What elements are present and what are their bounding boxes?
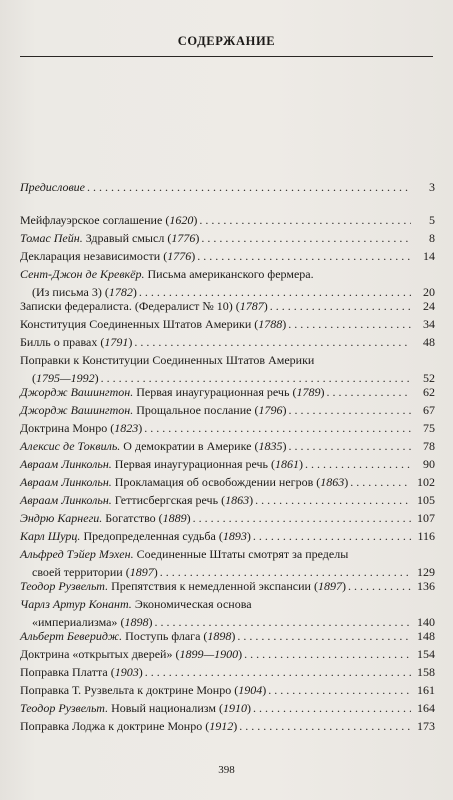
entry-year: 1835 [258, 439, 283, 453]
entry-title: Поправка Платта [20, 665, 108, 679]
entry-year: 1791 [104, 335, 129, 349]
entry-continuation: «империализма» (1898) [32, 615, 153, 629]
entry-text [20, 178, 85, 196]
toc-entry [20, 265, 435, 301]
entry-year: 1889 [162, 511, 187, 525]
entry-text: Альберт Беверидж. Поступь флага (1898) [20, 629, 236, 643]
entry-first-line [20, 545, 435, 563]
entry-year: 1788 [258, 317, 283, 331]
entry-title: Поправка Т. Рузвельта к доктрине Монро [20, 683, 232, 697]
entry-page: 78 [423, 439, 435, 453]
entry-line [20, 229, 435, 247]
entry-first-line [20, 595, 435, 613]
entry-continuation: своей территории (1897) [32, 565, 158, 579]
entry-text: Карл Шурц. Предопределенная судьба (1893) [20, 529, 251, 543]
dot-leader [193, 509, 411, 527]
entry-line [20, 178, 435, 196]
entry-title: Декларация независимости [20, 249, 161, 263]
entry-line [20, 627, 435, 645]
entry-page: 75 [423, 421, 435, 435]
entry-title: Билль о правах [20, 335, 98, 349]
toc-entry [20, 315, 435, 333]
toc-entry [20, 297, 435, 315]
entry-title: Доктрина Монро [20, 421, 108, 435]
entry-title: Поступь флага [122, 629, 201, 643]
dot-leader [197, 247, 411, 265]
dot-leader [144, 419, 411, 437]
toc-entry [20, 178, 435, 196]
entry-page: 14 [423, 249, 435, 263]
toc-entry [20, 401, 435, 419]
entry-page: 34 [423, 317, 435, 331]
entry-title: Геттисбергская речь [111, 493, 219, 507]
toc-entry [20, 627, 435, 645]
entry-text: Поправка Т. Рузвельта к доктрине Монро (1904) [20, 683, 267, 697]
entry-line [20, 527, 435, 545]
dot-leader [255, 491, 411, 509]
entry-page: 3 [429, 180, 435, 194]
entry-year: 1897 [317, 579, 342, 593]
entry-author: Алексис де Токвиль. [20, 439, 121, 453]
entry-page: 164 [417, 701, 435, 715]
dot-leader [288, 315, 411, 333]
entry-year: 1893 [222, 529, 247, 543]
entry-text: Алексис де Токвиль. О демократии в Америке (1835) [20, 439, 287, 453]
toc-entry [20, 333, 435, 351]
toc-entry [20, 229, 435, 247]
entry-author: Эндрю Карнеги. [20, 511, 103, 525]
entry-page: 116 [417, 529, 435, 543]
entry-title: Прокламация об освобождении негров [111, 475, 314, 489]
toc-entry [20, 577, 435, 595]
toc-entry [20, 663, 435, 681]
entry-author: Томас Пейн. [20, 231, 83, 245]
dot-leader [268, 681, 411, 699]
entry-title: Поправка Лоджа к доктрине Монро [20, 719, 203, 733]
entry-title: Здравый смысл [82, 231, 165, 245]
entry-page: 148 [417, 629, 435, 643]
entry-year: 1912 [209, 719, 234, 733]
entry-year: 1904 [238, 683, 263, 697]
entry-title: Письма американского фермера. [144, 267, 314, 281]
dot-leader [350, 473, 411, 491]
entry-page: 20 [423, 285, 435, 299]
dot-leader [244, 645, 411, 663]
toc-entry [20, 211, 435, 229]
entry-line [20, 211, 435, 229]
entry-year: 1776 [167, 249, 192, 263]
entry-page: 62 [423, 385, 435, 399]
entry-title: Препятствия к немедленной экспансии [108, 579, 311, 593]
entry-author: Чарлз Артур Конант. [20, 597, 132, 611]
toc-entry [20, 247, 435, 265]
entry-title: Поправки к Конституции Соединенных Штатов Америки [20, 353, 315, 367]
entry-title: Соединенные Штаты смотрят за пределы [133, 547, 349, 561]
toc-entry [20, 699, 435, 717]
entry-line [20, 699, 435, 717]
toc-entry [20, 645, 435, 663]
entry-title: Предопределенная судьба [80, 529, 216, 543]
dot-leader [145, 663, 411, 681]
entry-year: 1899—1900 [179, 647, 239, 661]
entry-text: Поправка Лоджа к доктрине Монро (1912) [20, 719, 238, 733]
toc-entry [20, 473, 435, 491]
dot-leader [326, 383, 411, 401]
toc-entry [20, 455, 435, 473]
entry-author: Теодор Рузвельт. [20, 701, 109, 715]
dot-leader [87, 178, 411, 196]
entry-line [20, 681, 435, 699]
entry-continuation-text: «империализма» [32, 615, 118, 629]
toc-entry [20, 509, 435, 527]
dot-leader [134, 333, 411, 351]
entry-author: Альфред Тэйер Мэхен. [20, 547, 134, 561]
entry-text: Томас Пейн. Здравый смысл (1776) [20, 231, 200, 245]
toc-entry [20, 717, 435, 735]
entry-page: 24 [423, 299, 435, 313]
toc-entry [20, 681, 435, 699]
dot-leader [348, 577, 411, 595]
dot-leader [201, 229, 411, 247]
entry-line [20, 247, 435, 265]
entry-year: 1898 [124, 615, 149, 629]
entry-year: 1795—1992 [36, 371, 95, 385]
toc-entry [20, 491, 435, 509]
entry-year: 1789 [296, 385, 321, 399]
entry-title: Богатство [102, 511, 156, 525]
entry-title: Первая инаугурационная речь [111, 457, 269, 471]
entry-text: Авраам Линкольн. Первая инаугурационная речь (1861) [20, 457, 304, 471]
entry-first-line [20, 265, 435, 283]
entry-year: 1782 [108, 285, 133, 299]
entry-line [20, 473, 435, 491]
entry-text: Мейфлауэрское соглашение (1620) [20, 213, 198, 227]
entry-author: Альберт Беверидж. [20, 629, 123, 643]
entry-line [20, 315, 435, 333]
dot-leader [199, 211, 411, 229]
toc-entry [20, 527, 435, 545]
entry-text: Джордж Вашингтон. Первая инаугурационная речь (1789) [20, 385, 325, 399]
dot-leader [253, 699, 411, 717]
entry-page: 140 [417, 615, 435, 629]
entry-text: Декларация независимости (1776) [20, 249, 196, 263]
entry-text: Доктрина «открытых дверей» (1899—1900) [20, 647, 243, 661]
entry-continuation: (Из письма 3) (1782) [32, 285, 137, 299]
entry-title: Доктрина «открытых дверей» [20, 647, 173, 661]
toc-entry [20, 437, 435, 455]
entry-continuation: (1795—1992) [32, 371, 99, 385]
entry-title: Конституция Соединенных Штатов Америки [20, 317, 252, 331]
dot-leader [237, 627, 411, 645]
entry-continuation-text: своей территории [32, 565, 123, 579]
entry-author: Карл Шурц. [20, 529, 81, 543]
entry-year: 1861 [275, 457, 300, 471]
entry-page: 105 [417, 493, 435, 507]
toc-entry [20, 383, 435, 401]
entry-line [20, 419, 435, 437]
entry-text: Авраам Линкольн. Геттисбергская речь (1863) [20, 493, 254, 507]
entry-text: Эндрю Карнеги. Богатство (1889) [20, 511, 191, 525]
entry-page: 5 [429, 213, 435, 227]
entry-line [20, 333, 435, 351]
entry-text: Джордж Вашингтон. Прощальное послание (1796) [20, 403, 287, 417]
entry-title: Новый национализм [108, 701, 216, 715]
entry-page: 154 [417, 647, 435, 661]
entry-year: 1898 [207, 629, 232, 643]
entry-text: Поправка Платта (1903) [20, 665, 143, 679]
entry-line [20, 455, 435, 473]
entry-page: 173 [417, 719, 435, 733]
toc-entry [20, 545, 435, 581]
header-rule [20, 56, 433, 57]
page-number: 398 [218, 764, 235, 776]
dot-leader [288, 401, 411, 419]
entry-first-line [20, 351, 435, 369]
entry-text: Теодор Рузвельт. Препятствия к немедленной экспансии (1897) [20, 579, 346, 593]
entry-title: Предисловие [20, 180, 86, 194]
entry-text: Конституция Соединенных Штатов Америки (1788) [20, 317, 287, 331]
entry-author: Авраам Линкольн. [20, 457, 112, 471]
entry-page: 136 [417, 579, 435, 593]
entry-title: Экономическая основа [131, 597, 252, 611]
dot-leader [305, 455, 411, 473]
entry-text: Авраам Линкольн. Прокламация об освобождении негров (1863) [20, 475, 349, 489]
entry-year: 1787 [239, 299, 264, 313]
entry-year: 1863 [225, 493, 250, 507]
entry-line [20, 401, 435, 419]
entry-page: 107 [417, 511, 435, 525]
entry-title: Первая инаугурационная речь [133, 385, 290, 399]
entry-author: Теодор Рузвельт. [20, 579, 109, 593]
entry-author: Джордж Вашингтон. [20, 385, 134, 399]
toc-entry [20, 351, 435, 387]
entry-page: 52 [423, 371, 435, 385]
entry-author: Джордж Вашингтон. [20, 403, 134, 417]
entry-line [20, 297, 435, 315]
entry-year: 1620 [169, 213, 194, 227]
entry-page: 158 [417, 665, 435, 679]
entry-text: Доктрина Монро (1823) [20, 421, 143, 435]
entry-year: 1910 [222, 701, 247, 715]
page-title: СОДЕРЖАНИЕ [177, 34, 276, 48]
entry-year: 1897 [129, 565, 154, 579]
entry-line [20, 437, 435, 455]
entry-title: Мейфлауэрское соглашение [20, 213, 163, 227]
entry-year: 1823 [114, 421, 139, 435]
entry-page: 102 [417, 475, 435, 489]
entry-page: 161 [417, 683, 435, 697]
entry-author: Авраам Линкольн. [20, 475, 112, 489]
entry-author: Сент-Джон де Кревкёр. [20, 267, 145, 281]
entry-page: 8 [429, 231, 435, 245]
entry-line [20, 509, 435, 527]
entry-line [20, 491, 435, 509]
entry-line [20, 717, 435, 735]
toc-entry [20, 595, 435, 631]
entry-text: Теодор Рузвельт. Новый национализм (1910) [20, 701, 251, 715]
entry-continuation-text: (Из письма 3) [32, 285, 102, 299]
entry-year: 1903 [114, 665, 139, 679]
entry-text: Билль о правах (1791) [20, 335, 133, 349]
entry-author: Авраам Линкольн. [20, 493, 112, 507]
dot-leader [288, 437, 411, 455]
toc-entry [20, 419, 435, 437]
entry-line [20, 663, 435, 681]
entry-page: 90 [423, 457, 435, 471]
entry-page: 129 [417, 565, 435, 579]
entry-year: 1796 [258, 403, 283, 417]
entry-year: 1776 [171, 231, 196, 245]
entry-page: 48 [423, 335, 435, 349]
entry-line [20, 577, 435, 595]
entry-title: О демократии в Америке [120, 439, 252, 453]
entry-title: Записки федералиста. (Федералист № 10) [20, 299, 233, 313]
entry-title: Прощальное послание [133, 403, 252, 417]
entry-line [20, 383, 435, 401]
entry-line [20, 645, 435, 663]
entry-text: Записки федералиста. (Федералист № 10) (1787) [20, 299, 268, 313]
dot-leader [239, 717, 411, 735]
entry-year: 1863 [320, 475, 345, 489]
entry-page: 67 [423, 403, 435, 417]
dot-leader [253, 527, 411, 545]
dot-leader [270, 297, 411, 315]
